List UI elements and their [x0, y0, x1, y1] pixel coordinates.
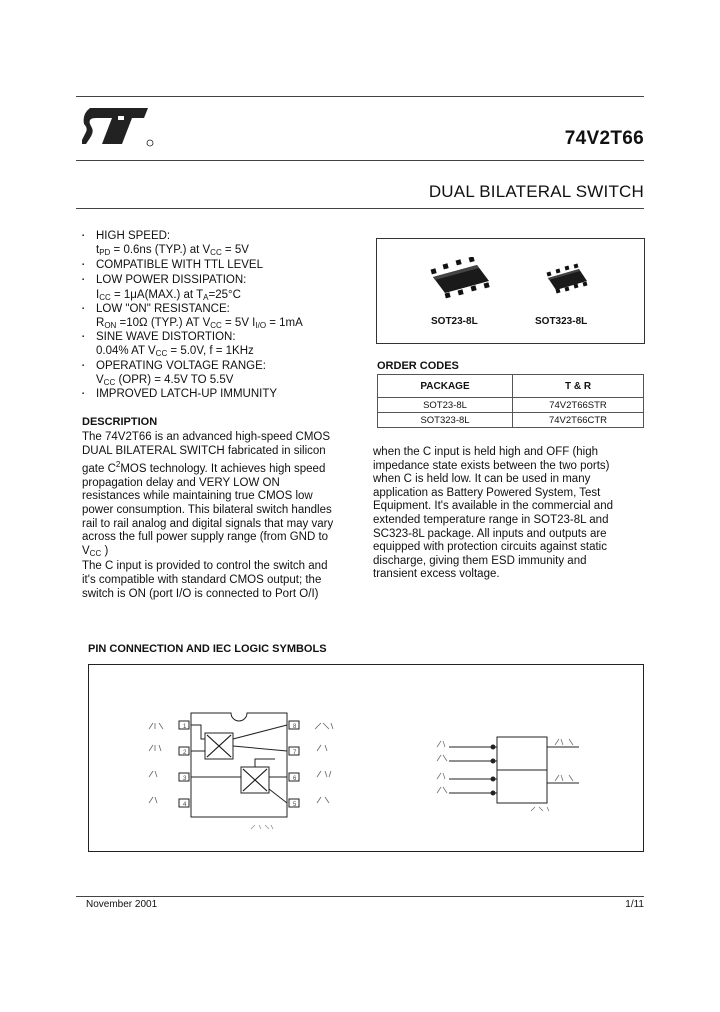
sot23-package-icon — [427, 257, 497, 303]
text-line: The C input is provided to control the switch and — [82, 560, 328, 573]
text-line: Equipment. It's available in the commercial and — [373, 500, 613, 513]
table-cell: 74V2T66STR — [513, 398, 644, 413]
feature-item: 0.04% AT $V_{CC} = 5.0V$, f = 1KHz — [96, 345, 254, 358]
text-line: rail to rail analog and digital signals that may vary — [82, 517, 334, 530]
iec-logic-symbol — [429, 725, 599, 815]
text-line: it's compatible with standard CMOS output; the — [82, 573, 322, 586]
feature-item: ▪ SINE WAVE DISTORTION: — [82, 331, 236, 344]
feature-item: ▪ IMPROVED LATCH-UP IMMUNITY — [82, 388, 278, 401]
description-left-column — [82, 431, 348, 601]
text-line: application as Battery Powered System, Test — [373, 486, 601, 499]
sot323-package-icon — [543, 263, 593, 297]
document-subtitle: DUAL BILATERAL SWITCH — [428, 182, 644, 201]
footer-rule — [76, 896, 644, 897]
text-line: equipped with protection circuits against static — [373, 541, 607, 554]
description-right-column — [373, 446, 641, 582]
order-codes-table — [377, 374, 644, 428]
text-line: power consumption. This bilateral switch handles — [82, 503, 332, 516]
feature-item: $t_{PD} = 0.6ns$ (TYP.) at $V_{CC} = 5V$ — [96, 244, 249, 257]
table-row — [378, 398, 644, 413]
description-heading: DESCRIPTION — [82, 416, 158, 428]
text-line: SC323-8L package. All inputs and outputs are — [373, 527, 607, 540]
text-line: when the C input is held high and OFF (high — [373, 446, 599, 458]
text-line: extended temperature range in SOT23-8L and — [373, 513, 609, 526]
table-cell: SOT323-8L — [378, 413, 513, 428]
package-illustration-box — [376, 238, 645, 344]
text-line: across the full power supply range (from GND to — [82, 531, 329, 544]
column-header-package: PACKAGE — [378, 375, 513, 398]
table-cell: SOT23-8L — [378, 398, 513, 413]
text-line: when C is held low. It can be used in many — [373, 473, 591, 486]
feature-item: $V_{CC}$ (OPR) = 4.5V TO 5.5V — [96, 374, 234, 387]
text-line: switch is ON (port I/O is connected to Port O/I) — [82, 587, 319, 600]
text-line: impedance state exists between the two ports) — [373, 459, 610, 472]
feature-item: ▪ COMPATIBLE WITH TTL LEVEL — [82, 259, 263, 272]
st-logo-icon — [82, 104, 154, 150]
feature-item: $R_{ON} =10\Omega$ (TYP.) AT $V_{CC} = 5V$ $I_{I/O} = 1mA$ — [96, 317, 303, 330]
feature-item: ▪ HIGH SPEED: — [82, 230, 171, 243]
text-line: DUAL BILATERAL SWITCH fabricated in silicon — [82, 444, 326, 457]
text-line: discharge, giving them ESD immunity and — [373, 554, 587, 567]
svg-text:1: 1 — [183, 724, 187, 730]
feature-item: $I_{CC} = 1\mu A(MAX.)$ at $T_A=25^\circ C$ — [96, 289, 241, 302]
order-codes-heading: ORDER CODES — [377, 360, 459, 372]
svg-text:6: 6 — [293, 776, 297, 782]
text-line: The 74V2T66 is an advanced high-speed CMOS — [82, 431, 331, 443]
svg-text:7: 7 — [293, 750, 297, 756]
package-label-sot323: SOT323-8L — [535, 316, 588, 327]
feature-item: ▪ LOW POWER DISSIPATION: — [82, 274, 247, 287]
text-line: transient excess voltage. — [373, 568, 500, 581]
table-row — [378, 413, 644, 428]
footer-date: November 2001 — [86, 899, 158, 910]
pin-connection-diagram — [135, 699, 355, 839]
part-number-title: 74V2T66 — [564, 128, 644, 149]
svg-text:4: 4 — [183, 802, 187, 808]
svg-text:2: 2 — [183, 750, 187, 756]
subtitle-rule — [76, 208, 644, 209]
logic-diagram-frame — [88, 664, 644, 852]
svg-text:3: 3 — [183, 776, 187, 782]
text-line: resistances while maintaining true CMOS low — [82, 490, 313, 503]
svg-text:5: 5 — [293, 802, 297, 808]
table-header-row — [378, 375, 644, 398]
text-line: gate $C^2MOS$ technology. It achieves high speed — [82, 460, 326, 476]
footer-page-number: 1/11 — [625, 899, 644, 910]
text-line: $V_{CC}$ ) — [82, 544, 109, 558]
feature-item: ▪ LOW "ON" RESISTANCE: — [82, 303, 230, 316]
table-cell: 74V2T66CTR — [513, 413, 644, 428]
column-header-tr: T & R — [513, 375, 644, 398]
text-line: propagation delay and VERY LOW ON — [82, 476, 280, 489]
package-label-sot23: SOT23-8L — [431, 316, 478, 327]
svg-text:8: 8 — [293, 724, 297, 730]
feature-item: ▪ OPERATING VOLTAGE RANGE: — [82, 360, 266, 373]
header-bottom-rule — [76, 160, 644, 161]
header-top-rule — [76, 96, 644, 97]
pin-connection-heading: PIN CONNECTION AND IEC LOGIC SYMBOLS — [88, 643, 327, 655]
